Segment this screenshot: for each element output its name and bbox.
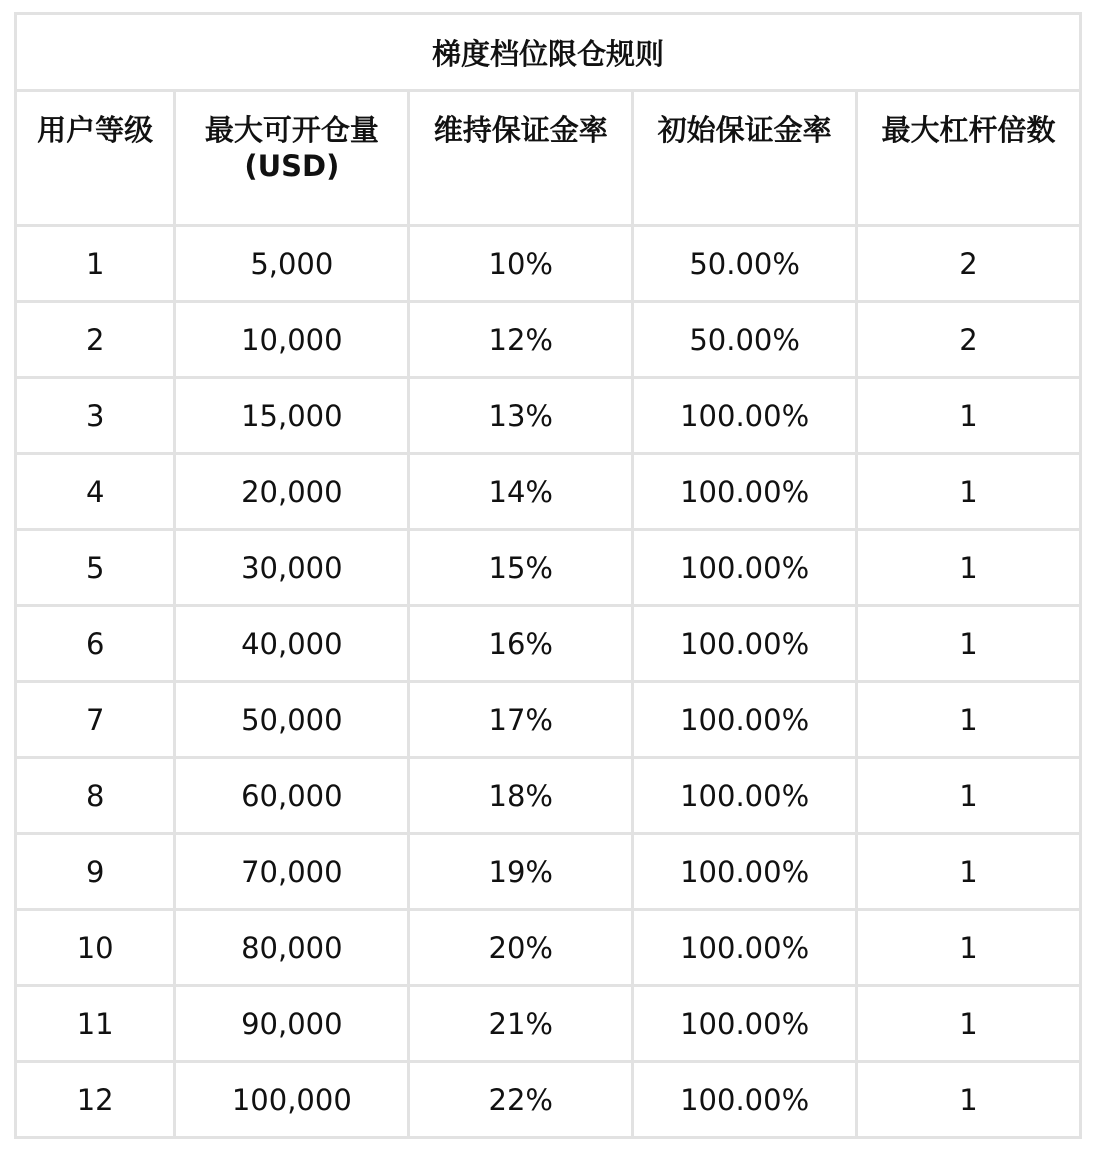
cell-maintenance-margin: 16% <box>409 606 633 682</box>
cell-max-position: 20,000 <box>175 454 409 530</box>
cell-initial-margin: 100.00% <box>633 834 857 910</box>
table-title-row <box>16 14 1081 91</box>
table-row <box>16 530 1081 606</box>
cell-maintenance-margin: 10% <box>409 226 633 302</box>
table-row <box>16 758 1081 834</box>
cell-max-position: 90,000 <box>175 986 409 1062</box>
table-row <box>16 378 1081 454</box>
cell-maintenance-margin: 14% <box>409 454 633 530</box>
cell-max-position: 30,000 <box>175 530 409 606</box>
cell-level: 2 <box>16 302 175 378</box>
cell-max-leverage: 2 <box>857 302 1081 378</box>
cell-maintenance-margin: 15% <box>409 530 633 606</box>
cell-max-position: 50,000 <box>175 682 409 758</box>
table-row <box>16 226 1081 302</box>
cell-max-leverage: 1 <box>857 986 1081 1062</box>
header-maintenance-margin: 维持保证金率 <box>409 91 633 226</box>
table-row <box>16 910 1081 986</box>
cell-maintenance-margin: 20% <box>409 910 633 986</box>
cell-max-leverage: 1 <box>857 1062 1081 1138</box>
table-body <box>16 226 1081 1138</box>
table-header-row <box>16 91 1081 226</box>
cell-max-leverage: 1 <box>857 758 1081 834</box>
table-row <box>16 986 1081 1062</box>
cell-max-position: 100,000 <box>175 1062 409 1138</box>
cell-initial-margin: 100.00% <box>633 682 857 758</box>
tier-limit-table <box>14 12 1082 1139</box>
cell-maintenance-margin: 19% <box>409 834 633 910</box>
cell-max-leverage: 1 <box>857 682 1081 758</box>
cell-max-position: 70,000 <box>175 834 409 910</box>
table-row <box>16 834 1081 910</box>
cell-initial-margin: 100.00% <box>633 606 857 682</box>
cell-max-position: 10,000 <box>175 302 409 378</box>
cell-initial-margin: 100.00% <box>633 758 857 834</box>
cell-max-position: 40,000 <box>175 606 409 682</box>
cell-initial-margin: 100.00% <box>633 910 857 986</box>
cell-max-leverage: 1 <box>857 910 1081 986</box>
header-max-leverage: 最大杠杆倍数 <box>857 91 1081 226</box>
cell-initial-margin: 100.00% <box>633 454 857 530</box>
table-row <box>16 454 1081 530</box>
header-max-position-line2: (USD) <box>244 149 340 183</box>
cell-max-position: 15,000 <box>175 378 409 454</box>
table-row <box>16 302 1081 378</box>
cell-level: 11 <box>16 986 175 1062</box>
cell-max-leverage: 1 <box>857 454 1081 530</box>
cell-level: 9 <box>16 834 175 910</box>
cell-initial-margin: 50.00% <box>633 226 857 302</box>
cell-level: 12 <box>16 1062 175 1138</box>
cell-maintenance-margin: 21% <box>409 986 633 1062</box>
table-title: 梯度档位限仓规则 <box>16 14 1081 91</box>
cell-initial-margin: 50.00% <box>633 302 857 378</box>
cell-initial-margin: 100.00% <box>633 986 857 1062</box>
header-level: 用户等级 <box>16 91 175 226</box>
table-row <box>16 606 1081 682</box>
header-max-position-line1: 最大可开仓量 <box>204 113 379 147</box>
cell-max-leverage: 1 <box>857 834 1081 910</box>
cell-max-position: 60,000 <box>175 758 409 834</box>
cell-level: 8 <box>16 758 175 834</box>
cell-initial-margin: 100.00% <box>633 530 857 606</box>
header-initial-margin: 初始保证金率 <box>633 91 857 226</box>
table-row <box>16 682 1081 758</box>
cell-initial-margin: 100.00% <box>633 1062 857 1138</box>
cell-level: 5 <box>16 530 175 606</box>
cell-maintenance-margin: 18% <box>409 758 633 834</box>
cell-max-leverage: 2 <box>857 226 1081 302</box>
table-row <box>16 1062 1081 1138</box>
cell-level: 10 <box>16 910 175 986</box>
cell-max-leverage: 1 <box>857 606 1081 682</box>
cell-max-position: 5,000 <box>175 226 409 302</box>
cell-maintenance-margin: 17% <box>409 682 633 758</box>
cell-level: 1 <box>16 226 175 302</box>
cell-level: 7 <box>16 682 175 758</box>
cell-max-position: 80,000 <box>175 910 409 986</box>
header-max-position <box>175 91 409 226</box>
cell-level: 4 <box>16 454 175 530</box>
cell-maintenance-margin: 13% <box>409 378 633 454</box>
cell-maintenance-margin: 12% <box>409 302 633 378</box>
cell-level: 3 <box>16 378 175 454</box>
cell-max-leverage: 1 <box>857 378 1081 454</box>
cell-level: 6 <box>16 606 175 682</box>
cell-maintenance-margin: 22% <box>409 1062 633 1138</box>
cell-max-leverage: 1 <box>857 530 1081 606</box>
cell-initial-margin: 100.00% <box>633 378 857 454</box>
